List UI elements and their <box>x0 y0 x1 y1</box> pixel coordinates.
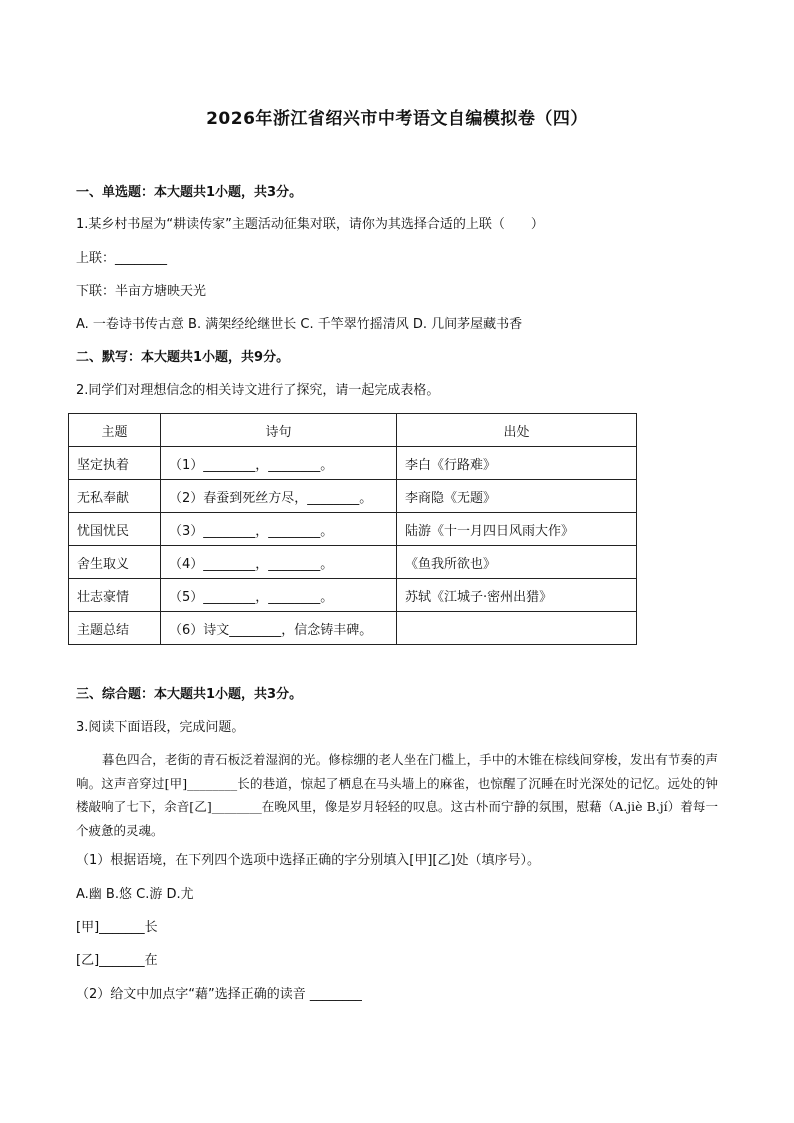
question-1-options: A. 一卷诗书传古意 B. 满架经纶继世长 C. 千竿翠竹摇清风 D. 几间茅屋藏书香 <box>76 317 523 332</box>
table-cell: 壮志豪情 <box>69 579 161 612</box>
section-3-heading: 三、综合题：本大题共1小题，共3分。 <box>76 687 303 702</box>
couplet-lower: 下联：半亩方塘映天光 <box>76 284 207 299</box>
table-cell: 李白《行路难》 <box>397 447 637 480</box>
blank-yi: [乙]_______在 <box>76 953 158 968</box>
question-3-stem: 3.阅读下面语段，完成问题。 <box>76 720 245 735</box>
table-header-cell: 诗句 <box>161 414 397 447</box>
table-cell: （4）________，________。 <box>161 546 397 579</box>
page-title: 2026年浙江省绍兴市中考语文自编模拟卷（四） <box>206 109 588 129</box>
table-row <box>69 513 637 546</box>
question-2-stem: 2.同学们对理想信念的相关诗文进行了探究，请一起完成表格。 <box>76 383 440 398</box>
couplet-upper: 上联：________ <box>76 251 168 266</box>
table-row <box>69 480 637 513</box>
table-cell: （3）________，________。 <box>161 513 397 546</box>
table-cell: 无私奉献 <box>69 480 161 513</box>
table-cell: （6）诗文________，信念铸丰碑。 <box>161 612 397 645</box>
table-row <box>69 546 637 579</box>
table-cell <box>397 612 637 645</box>
sub-question-1: （1）根据语境，在下列四个选项中选择正确的字分别填入[甲][乙]处（填序号）。 <box>76 853 541 868</box>
table-header-cell: 主题 <box>69 414 161 447</box>
table-row <box>69 447 637 480</box>
poem-table <box>68 413 637 645</box>
question-1-stem: 1.某乡村书屋为“耕读传家”主题活动征集对联，请你为其选择合适的上联（ ） <box>76 217 544 232</box>
table-header-row <box>69 414 637 447</box>
table-cell: 舍生取义 <box>69 546 161 579</box>
table-cell: 《鱼我所欲也》 <box>397 546 637 579</box>
reading-passage: 暮色四合，老街的青石板泛着湿润的光。修棕绷的老人坐在门槛上，手中的木锥在棕线间穿梭，发出有节奏的声响。这声音穿过[甲]________长的巷道，惊起了栖息在马头墙上的麻雀，也惊醒了沉睡在时光深处的记忆。远处的钟楼敲响了七下，余音[乙]________在晚风里，像是岁月轻轻的叹息。这古朴而宁静的氛围，慰藉（A.jiè B.jí）着每一个疲惫的灵魂。 <box>76 752 718 838</box>
section-2-heading: 二、默写：本大题共1小题，共9分。 <box>76 350 290 365</box>
table-row <box>69 579 637 612</box>
table-row <box>69 612 637 645</box>
table-header-cell: 出处 <box>397 414 637 447</box>
section-1-heading: 一、单选题：本大题共1小题，共3分。 <box>76 185 303 200</box>
sub-question-1-options: A.幽 B.悠 C.游 D.尤 <box>76 887 194 902</box>
table-cell: 李商隐《无题》 <box>397 480 637 513</box>
table-cell: （1）________，________。 <box>161 447 397 480</box>
table-cell: 陆游《十一月四日风雨大作》 <box>397 513 637 546</box>
table-cell: 苏轼《江城子·密州出猎》 <box>397 579 637 612</box>
table-cell: 坚定执着 <box>69 447 161 480</box>
sub-question-2: （2）给文中加点字“藉”选择正确的读音 ________ <box>76 987 362 1002</box>
table-cell: （5）________，________。 <box>161 579 397 612</box>
blank-jia: [甲]_______长 <box>76 920 158 935</box>
table-cell: 忧国忧民 <box>69 513 161 546</box>
table-cell: 主题总结 <box>69 612 161 645</box>
table-cell: （2）春蚕到死丝方尽，________。 <box>161 480 397 513</box>
